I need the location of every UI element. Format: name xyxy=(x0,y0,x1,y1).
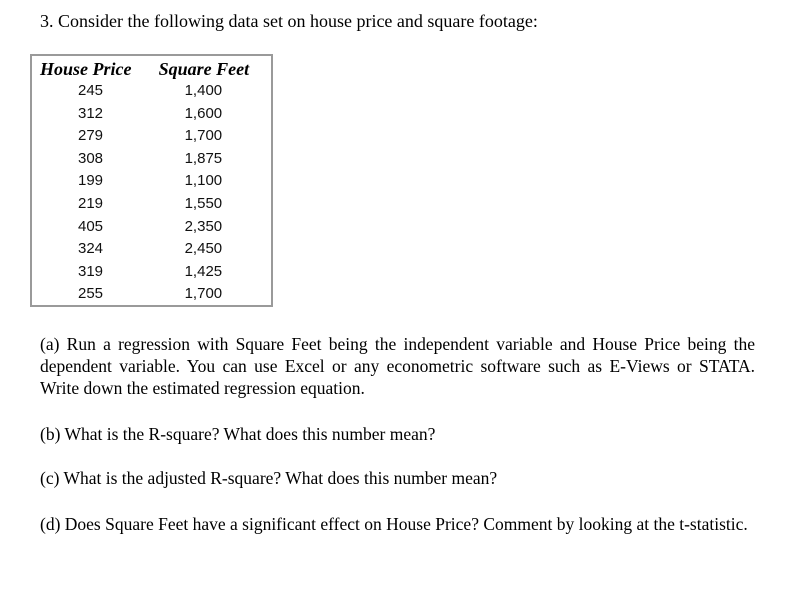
table-header-row xyxy=(40,58,271,80)
cell-square-feet: 1,100 xyxy=(184,172,223,190)
table-row xyxy=(40,216,271,239)
question-part-d: (d) Does Square Feet have a significant effect on House Price? Comment by looking at the t-statistic. xyxy=(40,514,748,534)
cell-square-feet: 1,600 xyxy=(184,104,223,122)
cell-square-feet: 1,875 xyxy=(184,149,223,167)
cell-square-feet: 2,350 xyxy=(184,217,223,235)
cell-square-feet: 1,700 xyxy=(184,127,223,145)
cell-square-feet: 1,700 xyxy=(184,285,223,303)
cell-square-feet: 1,550 xyxy=(184,194,223,212)
table-row xyxy=(40,261,271,284)
cell-house-price: 312 xyxy=(78,104,104,122)
cell-house-price: 405 xyxy=(78,217,104,235)
header-square-feet: Square Feet xyxy=(158,59,250,79)
cell-square-feet: 1,400 xyxy=(184,82,223,99)
table-row xyxy=(40,148,271,171)
cell-house-price: 319 xyxy=(78,262,104,280)
question-part-a: (a) Run a regression with Square Feet being the independent variable and House Price being the dependent variable. You can use Excel or any econometric software such as E-Views or STATA. Write down the estimated regression equation. xyxy=(40,334,755,398)
header-house-price: House Price xyxy=(40,59,132,79)
table-row xyxy=(40,170,271,193)
cell-house-price: 255 xyxy=(78,285,104,303)
house-data-table xyxy=(40,58,271,306)
data-table xyxy=(30,54,273,307)
cell-house-price: 199 xyxy=(78,172,104,190)
table-row xyxy=(40,125,271,148)
table-row xyxy=(40,103,271,126)
question-part-c: (c) What is the adjusted R-square? What does this number mean? xyxy=(40,468,498,488)
cell-house-price: 245 xyxy=(78,82,104,99)
cell-square-feet: 1,425 xyxy=(184,262,223,280)
question-part-b: (b) What is the R-square? What does this number mean? xyxy=(40,424,436,444)
cell-house-price: 219 xyxy=(78,194,104,212)
cell-house-price: 279 xyxy=(78,127,104,145)
cell-square-feet: 2,450 xyxy=(184,240,223,258)
question-heading: 3. Consider the following data set on house price and square footage: xyxy=(40,11,538,31)
cell-house-price: 308 xyxy=(78,149,104,167)
cell-house-price: 324 xyxy=(78,240,104,258)
table-row xyxy=(40,238,271,261)
table-row xyxy=(40,80,271,103)
table-row xyxy=(40,193,271,216)
table-row xyxy=(40,283,271,306)
